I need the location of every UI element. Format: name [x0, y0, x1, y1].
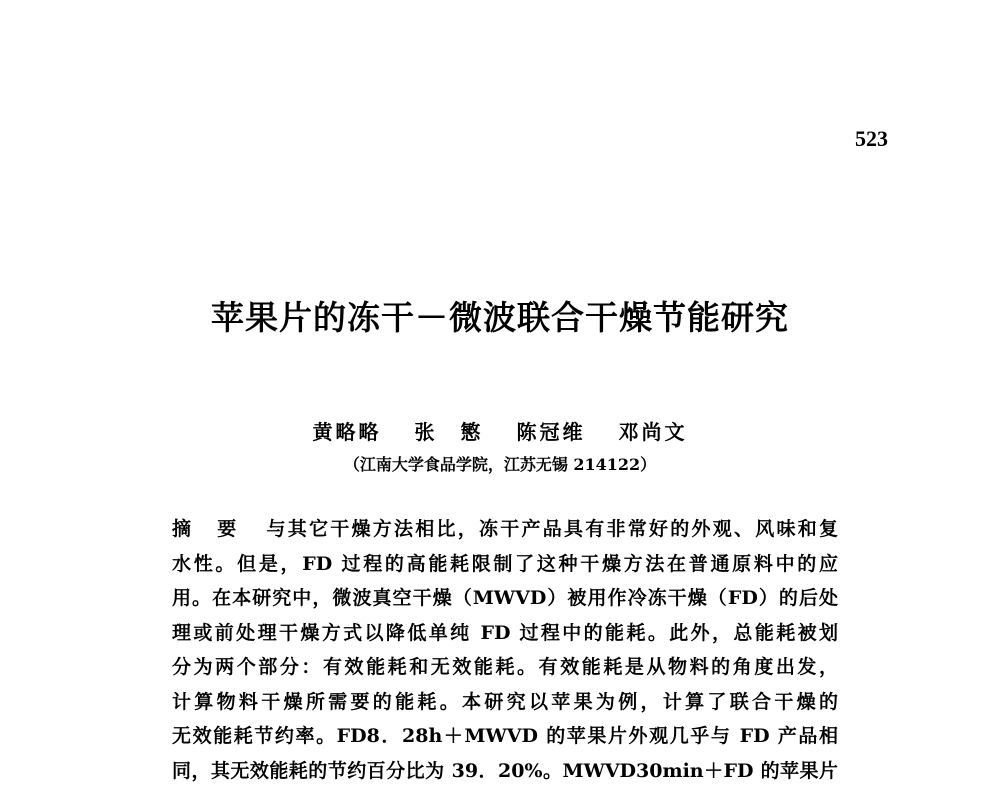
- author-list: [0, 416, 1000, 445]
- abstract-line: 分为两个部分：有效能耗和无效能耗。有效能耗是从物料的角度出发，: [172, 650, 838, 685]
- abstract-line: 同，其无效能耗的节约百分比为 39．20%。MWVD30min＋FD 的苹果片: [172, 754, 838, 788]
- author-name: 陈冠维: [516, 416, 585, 445]
- abstract: [172, 512, 838, 788]
- affiliation: （江南大学食品学院，江苏无锡 214122）: [0, 452, 1000, 475]
- abstract-line: 无效能耗节约率。FD8．28h＋MWVD 的苹果片外观几乎与 FD 产品相: [172, 719, 838, 754]
- abstract-line: 理或前处理干燥方式以降低单纯 FD 过程中的能耗。此外，总能耗被划: [172, 616, 838, 651]
- abstract-line: 计算物料干燥所需要的能耗。本研究以苹果为例，计算了联合干燥的: [172, 685, 838, 720]
- page-number: 523: [848, 126, 888, 152]
- abstract-line: 水性。但是，FD 过程的高能耗限制了这种干燥方法在普通原料中的应: [172, 547, 838, 582]
- author-name: 张 慜: [415, 416, 484, 445]
- author-name: 黄略略: [313, 416, 382, 445]
- paper-title: 苹果片的冻干－微波联合干燥节能研究: [0, 292, 1000, 339]
- abstract-label: 摘要: [172, 518, 263, 540]
- abstract-text: 与其它干燥方法相比，冻干产品具有非常好的外观、风味和复: [267, 518, 838, 540]
- abstract-line: [172, 512, 838, 547]
- abstract-line: 用。在本研究中，微波真空干燥（MWVD）被用作冷冻干燥（FD）的后处: [172, 581, 838, 616]
- author-name: 邓尚文: [618, 416, 687, 445]
